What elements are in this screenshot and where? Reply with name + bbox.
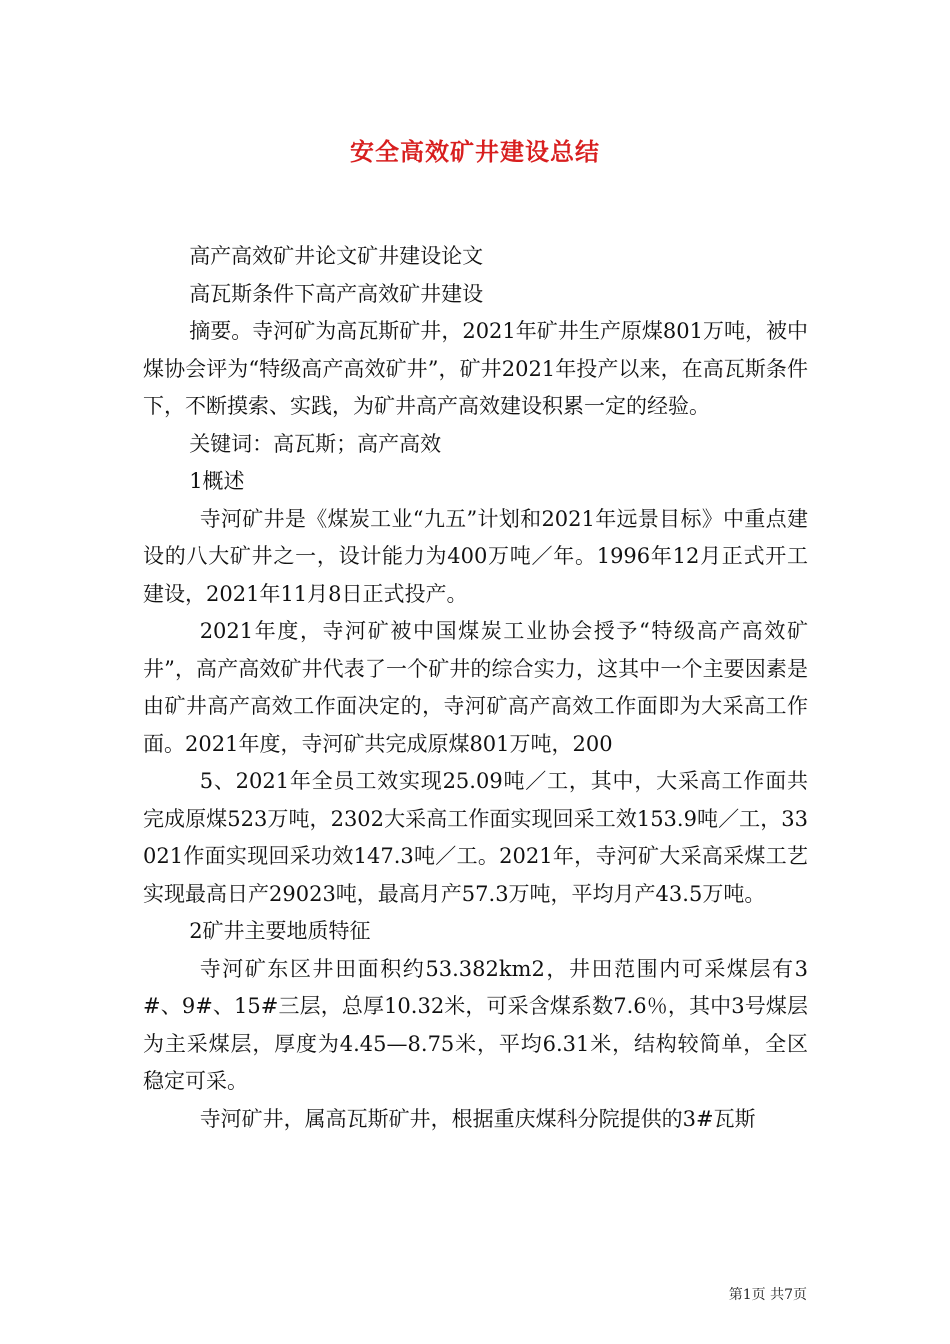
paragraph-geology: 寺河矿东区井田面积约53.382km2，井田范围内可采煤层有3#、9#、15#三层，总厚10.32米，可采含煤系数7.6％，其中3号煤层为主采煤层，厚度为4.45—8.75米，平均6.31米，结构较简单，全区稳定可采。 bbox=[143, 956, 808, 1093]
paragraph-gas: 寺河矿井，属高瓦斯矿井，根据重庆煤科分院提供的3#瓦斯 bbox=[199, 1106, 756, 1131]
section-heading-geology: 2矿井主要地质特征 bbox=[189, 919, 371, 943]
section-heading-overview: 1概述 bbox=[189, 469, 245, 493]
paragraph-heading-2: 高瓦斯条件下高产高效矿井建设 bbox=[189, 281, 484, 306]
document-body bbox=[143, 238, 808, 1138]
paragraph-overview: 寺河矿井是《煤炭工业“九五”计划和2021年远景目标》中重点建设的八大矿井之一，设计能力为400万吨／年。1996年12月正式开工建设，2021年11月8日正式投产。 bbox=[143, 506, 808, 606]
paragraph-keywords: 关键词：高瓦斯；高产高效 bbox=[189, 431, 442, 456]
page-number: 第1页 共7页 bbox=[728, 1287, 807, 1303]
paragraph-award: 2021年度，寺河矿被中国煤炭工业协会授予“特级高产高效矿井”，高产高效矿井代表了一个矿井的综合实力，这其中一个主要因素是由矿井高产高效工作面决定的，寺河矿高产高效工作面即为大采高工作面。2021年度，寺河矿共完成原煤801万吨，200 bbox=[143, 619, 808, 756]
document-title: 安全高效矿井建设总结 bbox=[350, 137, 600, 166]
paragraph-abstract: 摘要。寺河矿为高瓦斯矿井，2021年矿井生产原煤801万吨，被中煤协会评为“特级高产高效矿井”，矿井2021年投产以来，在高瓦斯条件下，不断摸索、实践，为矿井高产高效建设积累一定的经验。 bbox=[143, 319, 808, 418]
paragraph-heading-1: 高产高效矿井论文矿井建设论文 bbox=[189, 244, 484, 268]
paragraph-efficiency: 5、2021年全员工效实现25.09吨／工，其中，大采高工作面共完成原煤523万吨，2302大采高工作面实现回采工效153.9吨／工，33021作面实现回采功效147.3吨／工。2021年，寺河矿大采高采煤工艺实现最高日产29023吨，最高月产57.3万吨，平均月产43.5万吨。 bbox=[143, 769, 808, 906]
